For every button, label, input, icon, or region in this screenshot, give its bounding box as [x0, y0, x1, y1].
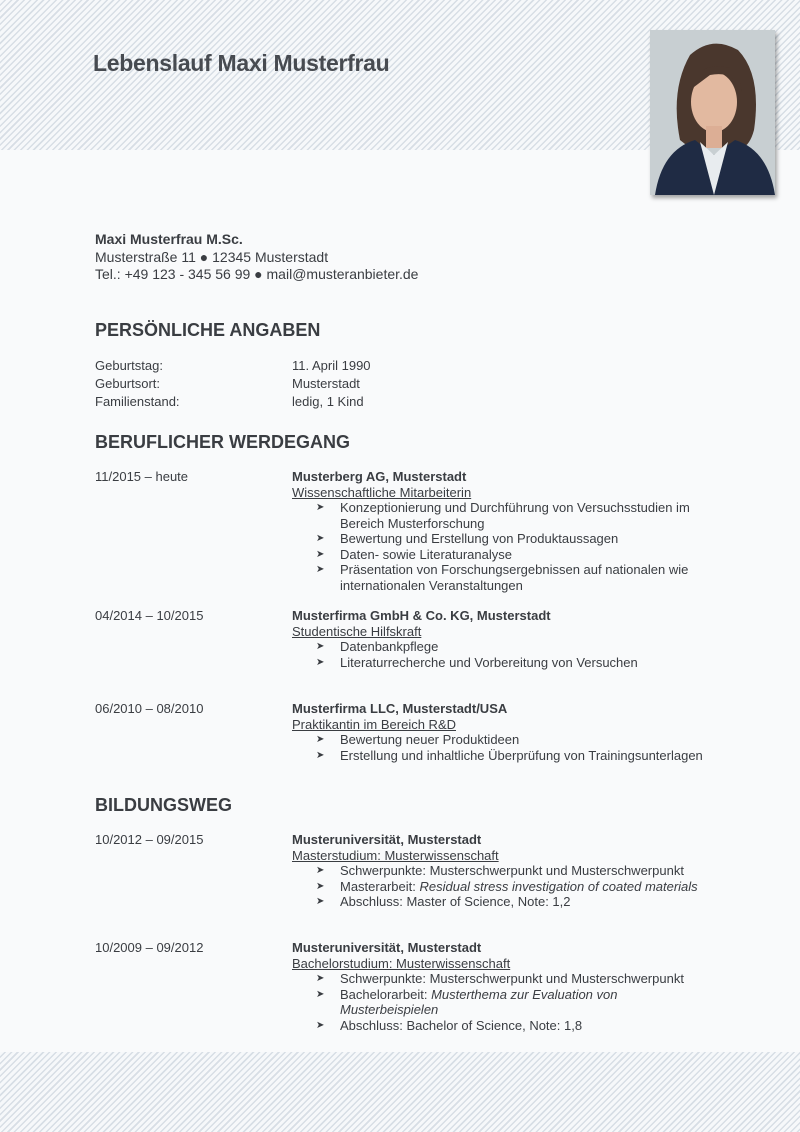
arrow-bullet-icon: ➤: [316, 749, 325, 761]
section-heading-career: BERUFLICHER WERDEGANG: [95, 432, 350, 452]
row-value: Musterstadt: [292, 376, 360, 391]
bullet-item: [316, 878, 715, 895]
bullet-item: [316, 562, 715, 593]
bullet-text: Bachelorarbeit:: [340, 986, 432, 1002]
entry-organization: Musterberg AG, Musterstadt: [292, 469, 467, 484]
entry-role: Studentische Hilfskraft: [292, 623, 422, 639]
entry-organization: Musteruniversität, Musterstadt: [292, 832, 482, 847]
row-label: Geburtsort:: [95, 376, 161, 391]
arrow-bullet-icon: ➤: [316, 973, 325, 984]
arrow-bullet-icon: ➤: [316, 502, 325, 513]
bullet-text: Datenbankpflege: [340, 639, 439, 654]
entry-bullet-list: [292, 732, 715, 763]
footer-stripe-band: [0, 1052, 800, 1132]
bullet-item: [316, 747, 715, 764]
bullet-text: Konzeptionierung und Durchführung von Versuchsstudien im Bereich Musterforschung: [340, 500, 690, 531]
bullet-italic-text: Musterthema zur Evaluation von Musterbeispielen: [340, 986, 618, 1017]
bullet-item: [316, 863, 715, 879]
arrow-bullet-icon: ➤: [316, 641, 325, 652]
entry-bullet-list: [292, 863, 715, 910]
entry-body: [292, 608, 715, 670]
bullet-item: [316, 546, 715, 563]
bullet-text: Schwerpunkte: Musterschwerpunkt und Musterschwerpunkt: [340, 863, 684, 878]
contact-block: [95, 231, 418, 284]
section-heading-education: BILDUNGSWEG: [95, 795, 232, 815]
bullet-text: Präsentation von Forschungsergebnissen auf nationalen wie internationalen Veranstaltungen: [340, 562, 689, 593]
entry-role: Bachelorstudium: Musterwissenschaft: [292, 955, 511, 971]
entry-body: [292, 832, 715, 910]
contact-address: Musterstraße 11 ● 12345 Musterstadt: [95, 248, 329, 265]
entry-bullet-list: [292, 971, 715, 1033]
entry-date: 06/2010 – 08/2010: [95, 701, 204, 716]
entry-organization: Musterfirma GmbH & Co. KG, Musterstadt: [292, 608, 551, 623]
page-title: Lebenslauf Maxi Musterfrau: [93, 50, 390, 76]
bullet-item: [316, 639, 715, 655]
arrow-bullet-icon: ➤: [316, 896, 325, 907]
arrow-bullet-icon: ➤: [316, 734, 325, 745]
entry-organization: Musteruniversität, Musterstadt: [292, 940, 482, 955]
bullet-item: [316, 1017, 715, 1034]
arrow-bullet-icon: ➤: [316, 533, 325, 544]
bullet-item: [316, 500, 715, 531]
arrow-bullet-icon: ➤: [316, 548, 325, 560]
bullet-text: Bewertung neuer Produktideen: [340, 732, 520, 747]
contact-phone-email: Tel.: +49 123 - 345 56 99 ● mail@musteranbieter.de: [95, 266, 419, 282]
entry-bullet-list: [292, 500, 715, 593]
career-entry: [95, 701, 715, 763]
row-value: ledig, 1 Kind: [292, 394, 364, 409]
bullet-text: Masterarbeit:: [340, 878, 420, 894]
bullet-text: Literaturrecherche und Vorbereitung von Versuchen: [340, 654, 638, 670]
bullet-text: Bewertung und Erstellung von Produktaussagen: [340, 531, 619, 546]
arrow-bullet-icon: ➤: [316, 880, 325, 892]
arrow-bullet-icon: ➤: [316, 564, 325, 575]
entry-date: 04/2014 – 10/2015: [95, 608, 204, 623]
arrow-bullet-icon: ➤: [316, 1019, 325, 1031]
arrow-bullet-icon: ➤: [316, 656, 325, 668]
bullet-text: Abschluss: Bachelor of Science, Note: 1,8: [340, 1017, 583, 1033]
bullet-text: Erstellung und inhaltliche Überprüfung von Trainingsunterlagen: [340, 747, 703, 763]
row-label: Familienstand:: [95, 394, 180, 409]
arrow-bullet-icon: ➤: [316, 865, 325, 876]
bullet-item: [316, 894, 715, 910]
entry-role: Praktikantin im Bereich R&D: [292, 716, 456, 732]
entry-organization: Musterfirma LLC, Musterstadt/USA: [292, 701, 508, 716]
bullet-text: Abschluss: Master of Science, Note: 1,2: [340, 894, 571, 909]
bullet-text: Daten- sowie Literaturanalyse: [340, 546, 512, 562]
entry-bullet-list: [292, 639, 715, 670]
bullet-text: Schwerpunkte: Musterschwerpunkt und Musterschwerpunkt: [340, 971, 684, 986]
entry-body: [292, 940, 715, 1033]
bullet-item: [316, 654, 715, 671]
entry-date: 10/2012 – 09/2015: [95, 832, 204, 847]
entry-date: 11/2015 – heute: [95, 469, 189, 484]
row-value: 11. April 1990: [292, 358, 371, 373]
bullet-item: [316, 531, 715, 547]
row-label: Geburtstag:: [95, 358, 163, 373]
bullet-item: [316, 986, 715, 1018]
education-entry: [95, 940, 715, 1033]
entry-role: Masterstudium: Musterwissenschaft: [292, 847, 499, 863]
bullet-italic-text: Residual stress investigation of coated materials: [419, 878, 698, 894]
entry-role: Wissenschaftliche Mitarbeiterin: [292, 484, 472, 500]
bullet-item: [316, 732, 715, 748]
entry-body: [292, 701, 715, 763]
entry-body: [292, 469, 715, 593]
career-entry: [95, 469, 715, 593]
arrow-bullet-icon: ➤: [316, 988, 325, 1000]
bullet-item: [316, 971, 715, 987]
education-entry: [95, 832, 715, 910]
profile-photo: [650, 30, 775, 195]
career-entry: [95, 608, 715, 670]
contact-name: Maxi Musterfrau M.Sc.: [95, 231, 243, 247]
section-heading-personal: PERSÖNLICHE ANGABEN: [95, 320, 321, 340]
entry-date: 10/2009 – 09/2012: [95, 940, 204, 955]
